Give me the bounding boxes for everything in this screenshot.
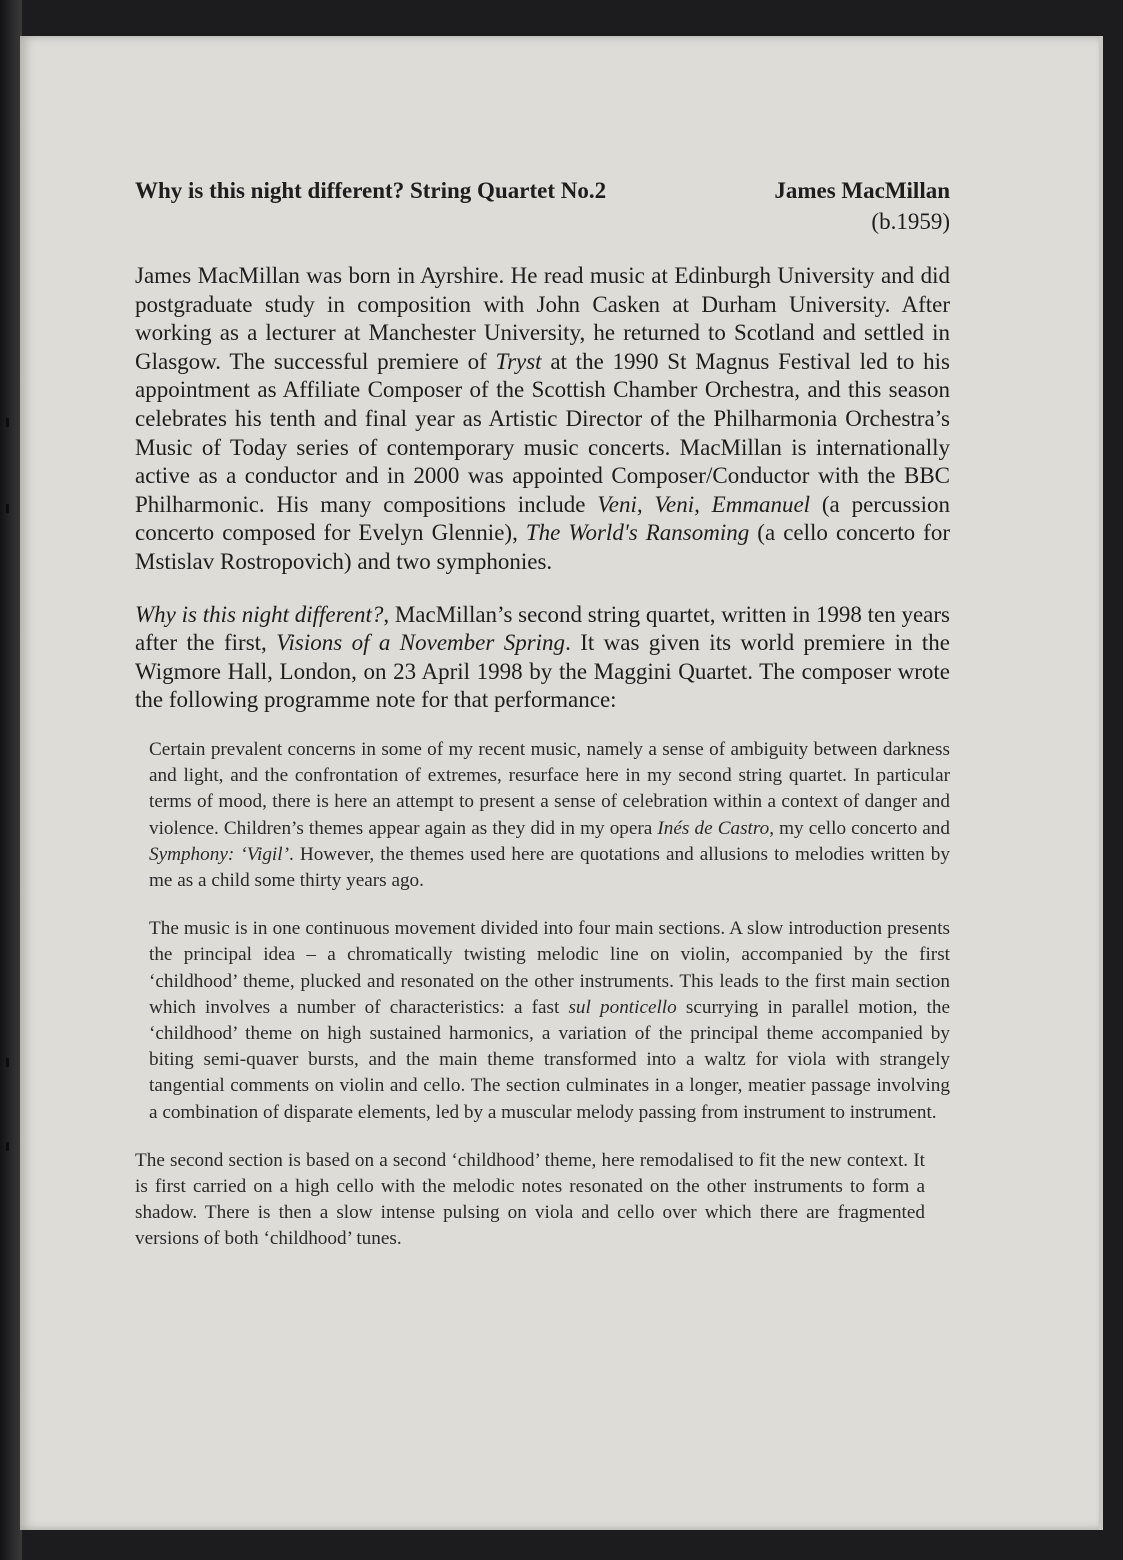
document-page — [20, 36, 1103, 1530]
italic-title-text: Inés de Castro — [657, 817, 770, 839]
paragraph-text: , my cello concerto and — [769, 817, 950, 839]
paragraph-text: The second section is based on a second ‘childhood’ theme, here remodalised to fit the new context. It is first carried on a high cello with the melodic notes resonated on the other instruments to form a shadow. There is then a slow intense pulsing on viola and cello over which there are fragmented versions of both ‘childhood’ tunes. — [135, 1149, 925, 1250]
composer-dates: (b.1959) — [871, 209, 950, 234]
work-title: Why is this night different? String Quartet No.2 — [135, 178, 607, 203]
italic-title-text: Visions of a November Spring — [276, 630, 566, 656]
programme-note-paragraph-1 — [149, 737, 950, 894]
introduction-paragraph — [135, 601, 950, 715]
page-content — [135, 176, 950, 1253]
paragraph-text: (a cello concerto for Mstislav Rostropovich) and two symphonies. — [135, 520, 950, 574]
programme-note-paragraph-2 — [149, 916, 950, 1126]
paragraph-text: at the 1990 St Magnus Festival led to his appointment as Affiliate Composer of the Scottish Chamber Orchestra, and this season celebrates his tenth and final year as Artistic Director of the Philharmonia Orchestra’s Music of Today series of contemporary music concerts. MacMillan is internationally active as a conductor and in 2000 was appointed Composer/Conductor with the BBC Philharmonic. His many compositions include — [135, 348, 950, 517]
paragraph-text: (a percussion concerto composed for Evelyn Glennie), — [135, 491, 950, 546]
paragraph-text: The music is in one continuous movement divided into four main sections. A slow introduction presents the principal idea – a chromatically twisting melodic line on violin, accompanied by the first ‘childhood’ theme, plucked and resonated on the other instruments. This leads to the first main section which involves a number of characteristics: a fast — [149, 918, 950, 1018]
italic-title-text: Symphony: ‘Vigil’ — [149, 843, 289, 865]
paragraph-text: , MacMillan’s second string quartet, written in 1998 ten years after the first, — [135, 601, 950, 656]
italic-title-text: Tryst — [495, 348, 542, 374]
binding-edge — [0, 0, 22, 1560]
heading-row — [135, 176, 950, 205]
biography-paragraph — [135, 262, 950, 577]
binding-mark — [6, 1058, 9, 1067]
paragraph-text: Certain prevalent concerns in some of my recent music, namely a sense of ambiguity between darkness and light, and the confrontation of extremes, resurface here in my second string quartet. In particular terms of mood, there is here an attempt to present a sense of celebration within a context of danger and violence. Children’s themes appear again as they did in my opera — [149, 738, 950, 839]
italic-title-text: Why is this night different? — [135, 601, 384, 627]
second-section-paragraph — [135, 1148, 925, 1253]
italic-title-text: sul ponticello — [568, 996, 677, 1018]
binding-mark — [6, 1142, 9, 1151]
composer-name: James MacMillan — [774, 178, 950, 203]
paragraph-text: . It was given its world premiere in the Wigmore Hall, London, on 23 April 1998 by the Maggini Quartet. The composer wrote the following programme note for that performance: — [135, 630, 950, 713]
paragraph-text: . However, the themes used here are quotations and allusions to melodies written by me as a child some thirty years ago. — [149, 843, 950, 891]
paragraph-text: James MacMillan was born in Ayrshire. He read music at Edinburgh University and did postgraduate study in composition with John Casken at Durham University. After working as a lecturer at Manchester University, he returned to Scotland and settled in Glasgow. The successful premiere of — [135, 263, 950, 374]
italic-title-text: Veni, Veni, Emmanuel — [597, 491, 811, 517]
italic-title-text: The World's Ransoming — [525, 520, 750, 546]
paragraph-text: scurrying in parallel motion, the ‘childhood’ theme on high sustained harmonics, a variation of the principal theme accompanied by biting semi-quaver bursts, and the main theme transformed into a waltz for viola with strangely tangential comments on violin and cello. The section culminates in a longer, meatier passage involving a combination of disparate elements, led by a muscular melody passing from instrument to instrument. — [149, 996, 950, 1123]
binding-mark — [6, 418, 9, 427]
page-edge — [1099, 36, 1103, 1530]
binding-mark — [6, 504, 9, 513]
